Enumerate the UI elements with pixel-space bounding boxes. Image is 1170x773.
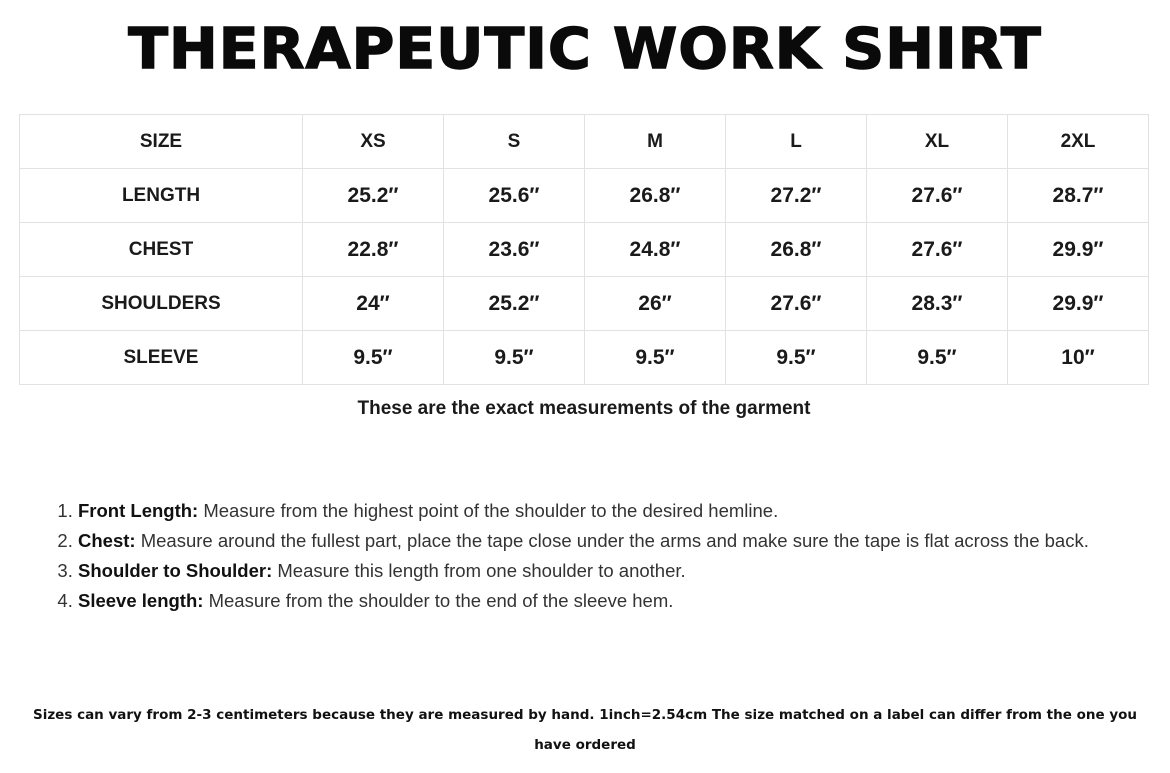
table-cell: 22.8″ [303, 223, 444, 277]
instruction-text: Measure around the fullest part, place the tape close under the arms and make sure the tape is flat across the back. [135, 530, 1089, 551]
table-cell: 24″ [303, 277, 444, 331]
row-label: LENGTH [20, 169, 303, 223]
header-cell: S [444, 115, 585, 169]
row-label: SLEEVE [20, 331, 303, 385]
table-cell: 9.5″ [726, 331, 867, 385]
table-row [20, 169, 1149, 223]
table-cell: 9.5″ [585, 331, 726, 385]
instruction-text: Measure from the shoulder to the end of the sleeve hem. [203, 590, 674, 611]
table-cell: 23.6″ [444, 223, 585, 277]
table-cell: 25.6″ [444, 169, 585, 223]
table-cell: 10″ [1008, 331, 1149, 385]
instruction-text: Measure this length from one shoulder to another. [272, 560, 686, 581]
table-cell: 27.6″ [867, 169, 1008, 223]
instruction-term: Front Length: [78, 500, 199, 521]
table-cell: 9.5″ [303, 331, 444, 385]
measuring-instructions-list [50, 496, 1170, 616]
table-cell: 9.5″ [444, 331, 585, 385]
instruction-text: Measure from the highest point of the shoulder to the desired hemline. [198, 500, 779, 521]
row-label: SHOULDERS [20, 277, 303, 331]
table-cell: 26.8″ [585, 169, 726, 223]
instruction-item [78, 526, 1170, 556]
sizing-disclaimer: Sizes can vary from 2-3 centimeters because they are measured by hand. 1inch=2.54cm The size matched on a label can differ from the one you have ordered [32, 707, 1138, 753]
table-row [20, 277, 1149, 331]
header-cell: 2XL [1008, 115, 1149, 169]
header-cell: XL [867, 115, 1008, 169]
table-cell: 26″ [585, 277, 726, 331]
row-label: CHEST [20, 223, 303, 277]
table-row [20, 331, 1149, 385]
page-title: THERAPEUTIC WORK SHIRT [128, 17, 1042, 82]
table-cell: 9.5″ [867, 331, 1008, 385]
measurement-note: These are the exact measurements of the garment [357, 398, 811, 419]
table-cell: 28.7″ [1008, 169, 1149, 223]
table-header-row [20, 115, 1149, 169]
table-cell: 27.6″ [726, 277, 867, 331]
table-cell: 27.6″ [867, 223, 1008, 277]
instruction-term: Chest: [78, 530, 136, 551]
table-row [20, 223, 1149, 277]
size-chart-table [19, 114, 1149, 385]
header-cell: M [585, 115, 726, 169]
instruction-item [78, 586, 1170, 616]
instruction-term: Shoulder to Shoulder: [78, 560, 273, 581]
table-cell: 29.9″ [1008, 277, 1149, 331]
instruction-item [78, 556, 1170, 586]
instruction-term: Sleeve length: [78, 590, 204, 611]
table-cell: 27.2″ [726, 169, 867, 223]
table-cell: 25.2″ [444, 277, 585, 331]
table-cell: 29.9″ [1008, 223, 1149, 277]
table-cell: 26.8″ [726, 223, 867, 277]
instruction-item [78, 496, 1170, 526]
table-cell: 28.3″ [867, 277, 1008, 331]
table-cell: 25.2″ [303, 169, 444, 223]
header-cell: L [726, 115, 867, 169]
header-cell: SIZE [20, 115, 303, 169]
table-cell: 24.8″ [585, 223, 726, 277]
header-cell: XS [303, 115, 444, 169]
